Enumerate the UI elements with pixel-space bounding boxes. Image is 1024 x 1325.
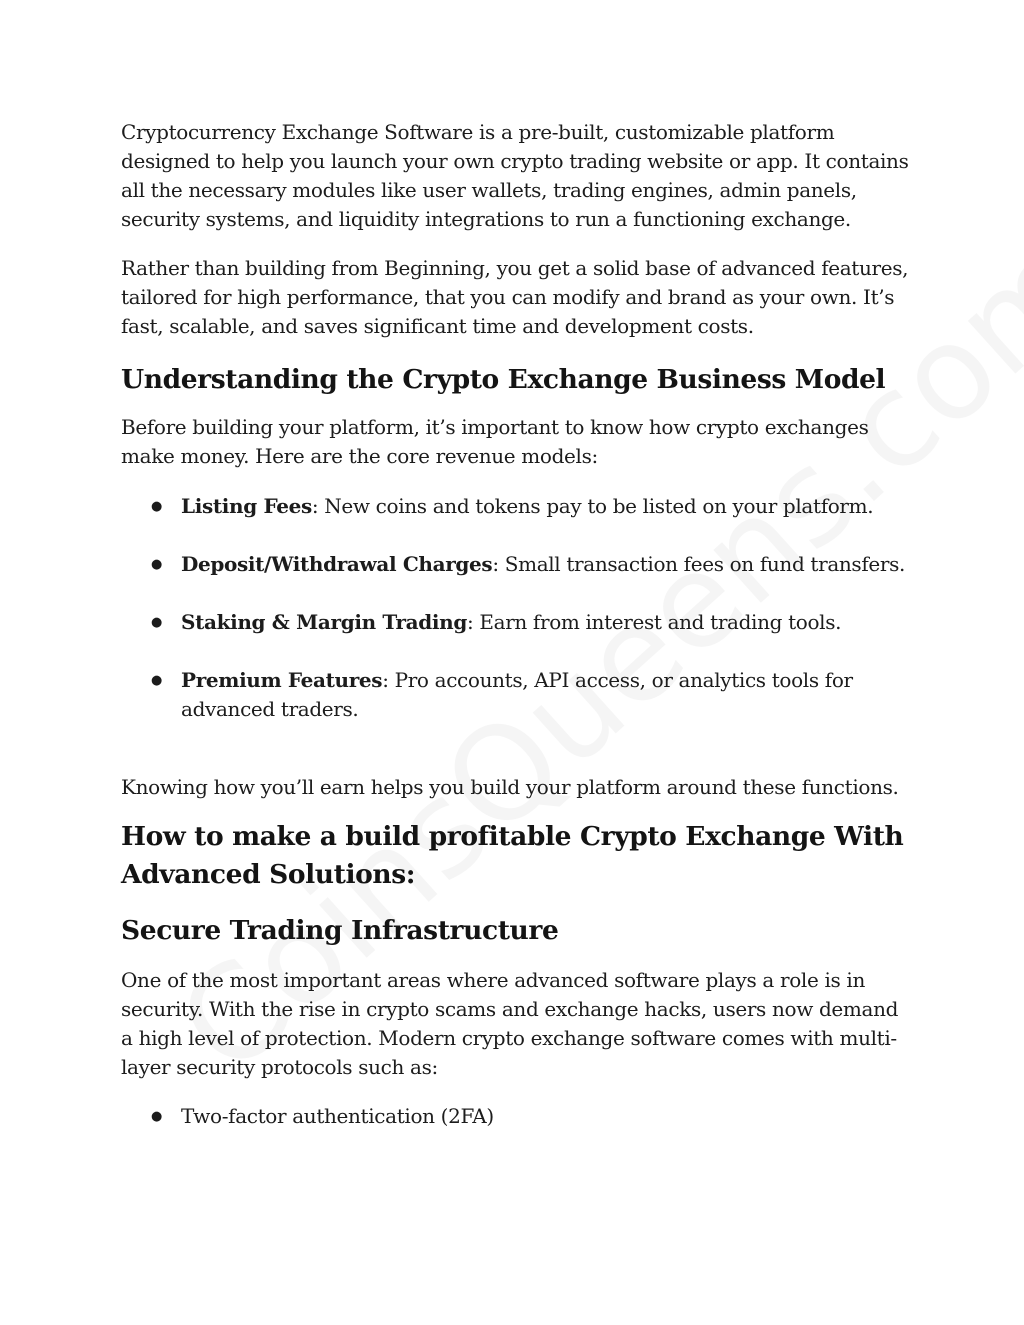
list-item-text: : New coins and tokens pay to be listed on your platform. <box>311 494 874 518</box>
list-item <box>121 608 911 637</box>
list-item: ● Two-factor authentication (2FA) <box>121 1102 911 1131</box>
list-item-title: Staking & Margin Trading <box>181 610 467 634</box>
list-item-title: Deposit/Withdrawal Charges <box>181 552 493 576</box>
secure-infrastructure-paragraph: One of the most important areas where advanced software plays a role is in security. With the rise in crypto scams and exchange hacks, users now demand a high level of protection. Modern crypto exchange software comes with multi-layer security protocols such as: <box>121 968 899 1079</box>
list-item-text: : Pro accounts, API access, or analytics tools for advanced traders. <box>181 668 853 721</box>
howto-heading: How to make a build profitable Crypto Exchange With Advanced Solutions: <box>121 821 904 890</box>
list-item <box>121 550 911 579</box>
list-item-title: Premium Features <box>181 668 383 692</box>
document-page <box>121 118 911 1131</box>
list-item-title: Listing Fees <box>181 494 312 518</box>
intro-paragraph-1: Cryptocurrency Exchange Software is a pre-built, customizable platform designed to help you launch your own crypto trading website or app. It contains all the necessary modules like user wallets, trading engines, admin panels, security systems, and liquidity integrations to run a functioning exchange. <box>121 120 909 231</box>
intro-paragraph-2: Rather than building from Beginning, you get a solid base of advanced features, tailored for high performance, that you can modify and brand as your own. It’s fast, scalable, and saves significant time and development costs. <box>121 256 909 338</box>
business-model-closing: Knowing how you’ll earn helps you build your platform around these functions. <box>121 775 899 799</box>
revenue-models-list <box>121 492 911 724</box>
business-model-lead: Before building your platform, it’s important to know how crypto exchanges make money. Here are the core revenue models: <box>121 415 869 468</box>
list-item-text: : Small transaction fees on fund transfers. <box>492 552 906 576</box>
security-protocols-list <box>121 1102 911 1131</box>
secure-infrastructure-heading: Secure Trading Infrastructure <box>121 915 559 946</box>
list-item <box>121 492 911 521</box>
list-item-text: : Earn from interest and trading tools. <box>466 610 842 634</box>
list-item <box>121 666 911 724</box>
business-model-heading: Understanding the Crypto Exchange Business Model <box>121 364 886 395</box>
